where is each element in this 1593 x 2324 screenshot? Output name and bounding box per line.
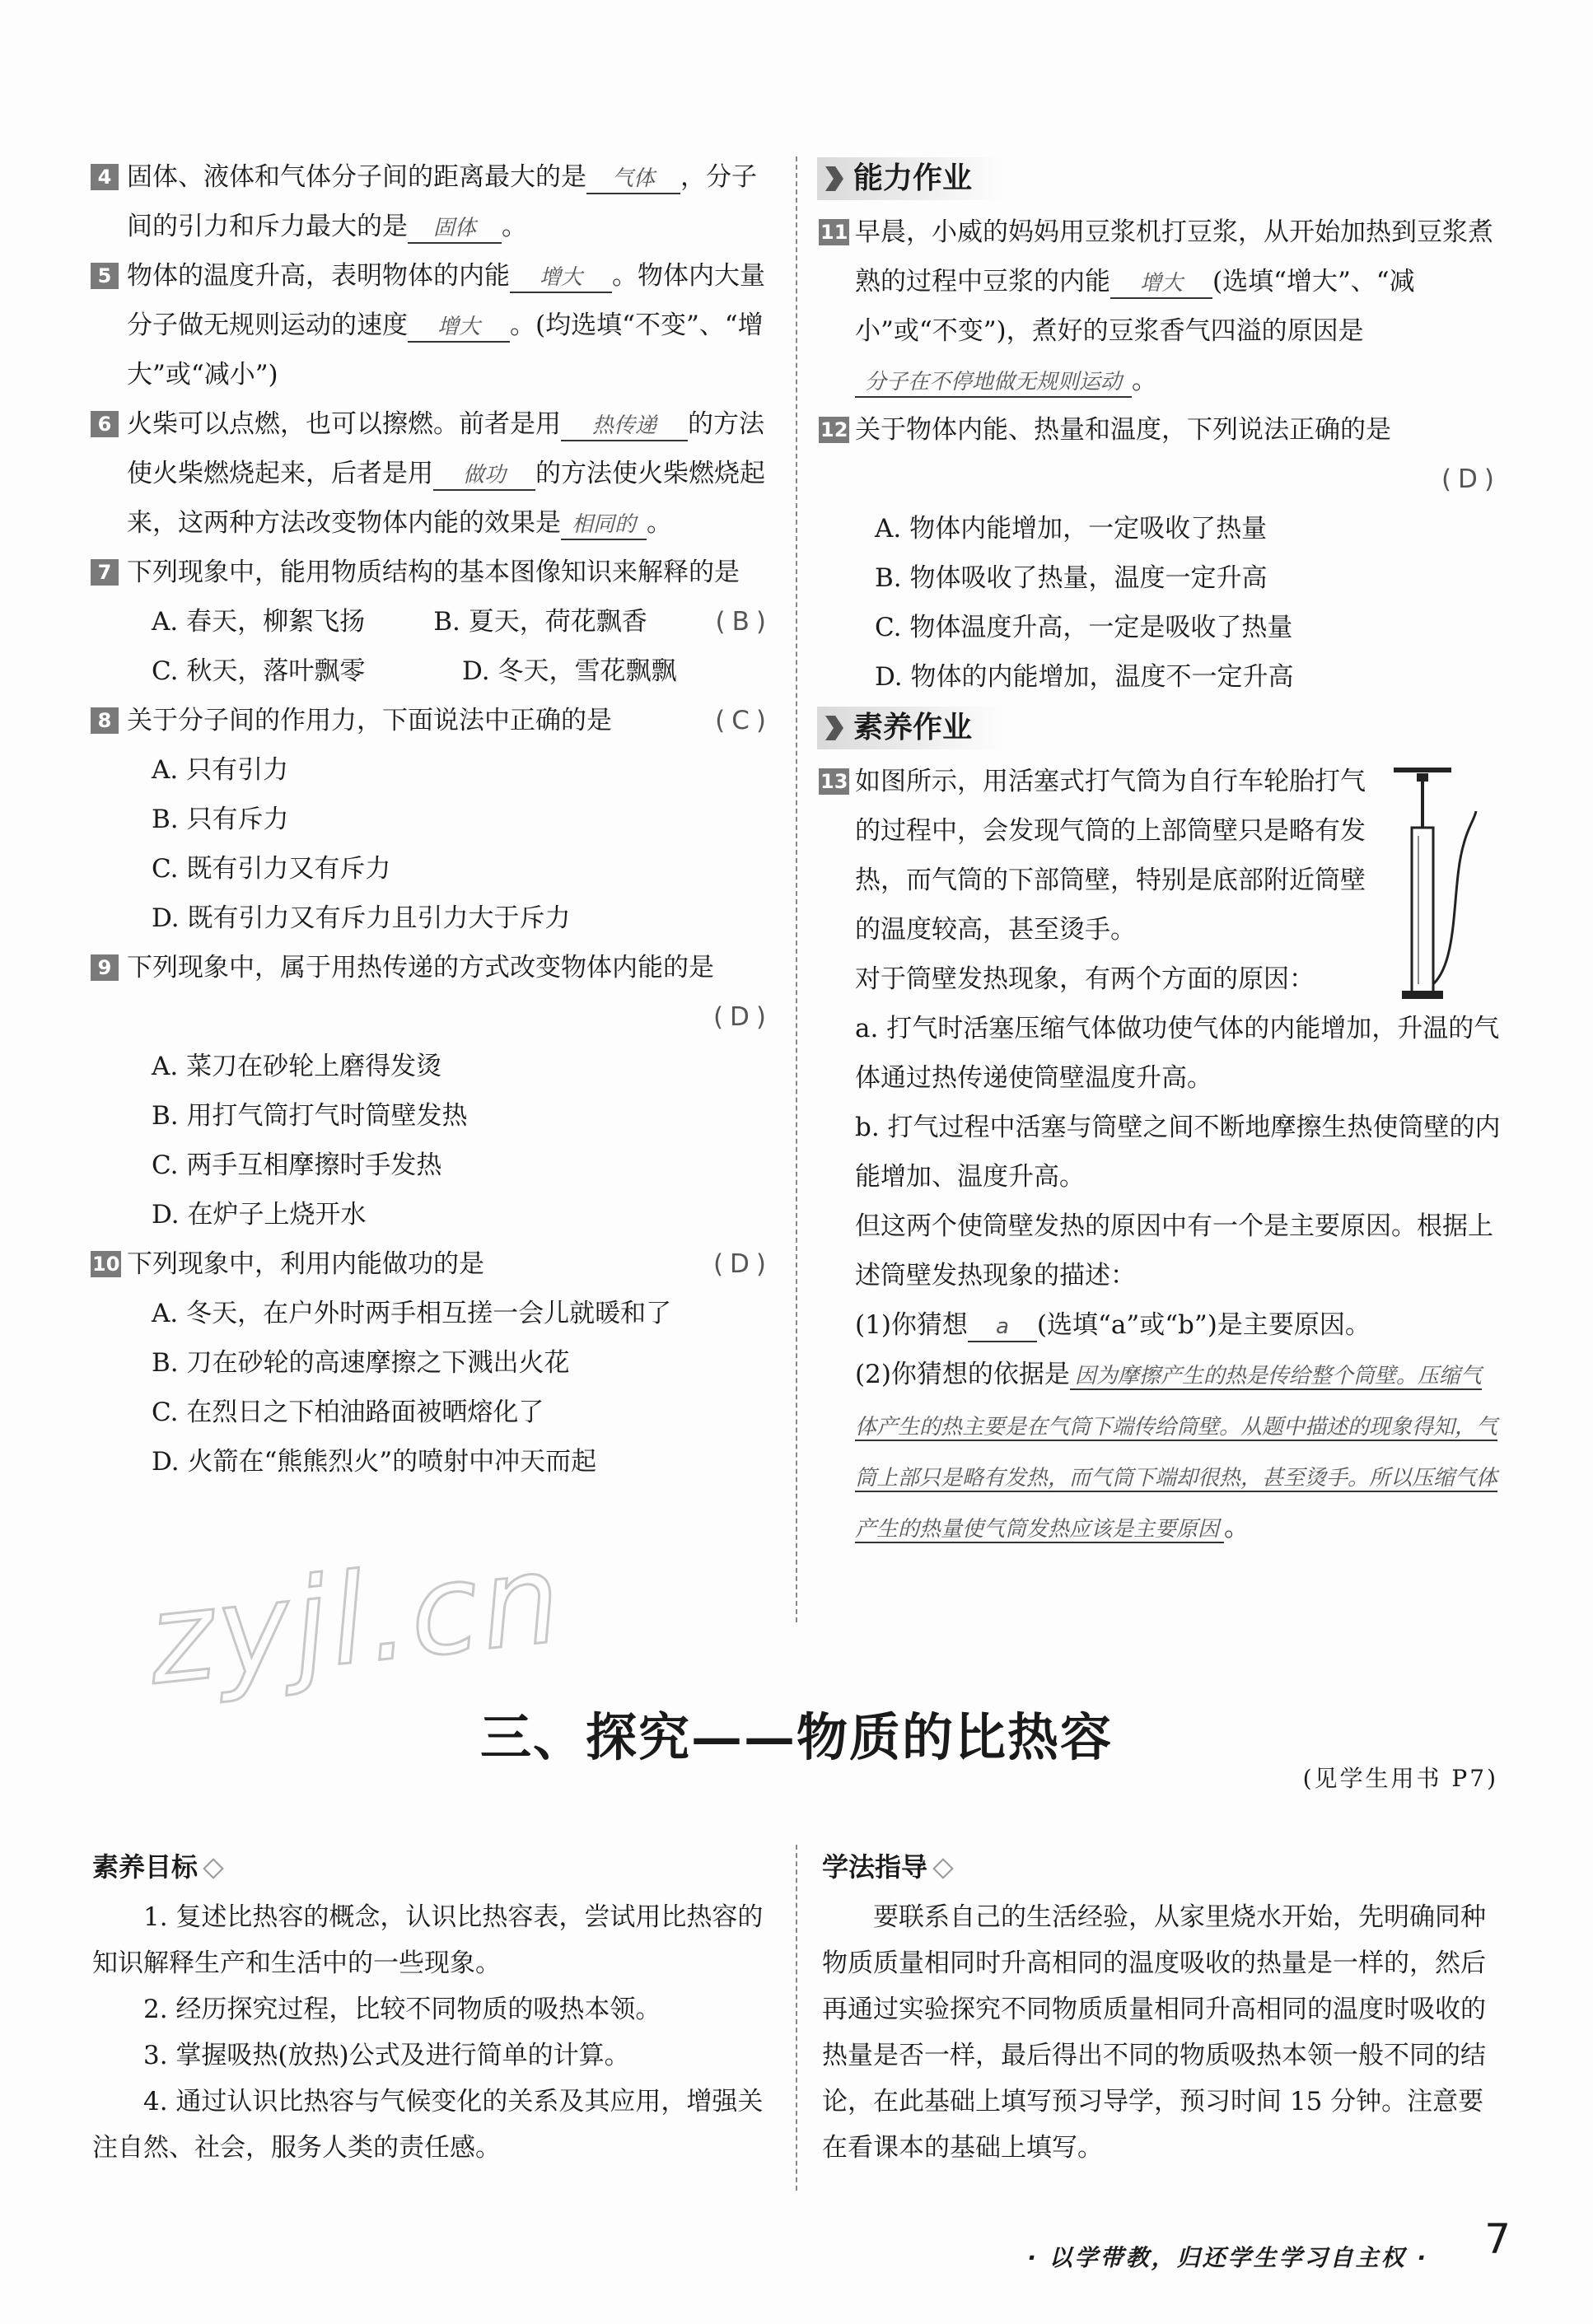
option: A. 只有引力: [152, 755, 289, 785]
column-divider: [796, 1845, 797, 2191]
question-number: 11: [820, 221, 848, 244]
option: C. 物体温度升高，一定是吸收了热量: [875, 613, 1293, 642]
answer-blank: 分子在不停地做无规则运动: [855, 368, 1132, 398]
option: A. 物体内能增加，一定吸收了热量: [875, 514, 1268, 544]
answer-blank: 增大: [408, 313, 510, 343]
question-7: 7 下列现象中，能用物质结构的基本图像知识来解释的是 (B): [89, 548, 773, 597]
question-6: 6 火柴可以点燃，也可以擦燃。前者是用 热传递 的方法使火柴燃烧起来，后者是用 做功 的方法使火柴燃烧起来，这两种方法改变物体内能的效果是 相同的 。: [89, 399, 773, 548]
question-number: 8: [91, 707, 119, 734]
handwritten-answer: 因为摩擦产生的热是传给整个筒壁。压缩气体产生的热主要是在气筒下端传给筒壁。从题中描述的现象得知，气筒上部只是略有发热，而气筒下端却很热，甚至烫手。所以压缩气体产生的热量使气筒发热应该是主要原因: [855, 1364, 1498, 1542]
answer-blank: 做功: [433, 461, 535, 491]
sub-question-1: (1)你猜想 a (选填“a”或“b”)是主要原因。: [817, 1300, 1501, 1350]
answer-blank: 固体: [408, 214, 502, 244]
page-number: 7: [1484, 2215, 1511, 2263]
question-number: 10: [92, 1253, 120, 1276]
option: D. 火箭在“熊熊烈火”的喷射中冲天而起: [152, 1447, 597, 1477]
answer-blank: a: [968, 1313, 1037, 1342]
goals-box: [92, 1846, 776, 2171]
goal-item: 2. 经历探究过程，比较不同物质的吸热本领。: [143, 1995, 661, 2024]
section-heading-ability: 能力作业: [817, 157, 1005, 200]
page-title: 三、探究——物质的比热容: [479, 1707, 1113, 1767]
option: A. 菜刀在砂轮上磨得发烫: [152, 1052, 442, 1081]
option: C. 两手互相摩擦时手发热: [152, 1150, 442, 1180]
option: A. 冬天，在户外时两手相互搓一会儿就暖和了: [152, 1299, 672, 1328]
question-number: 6: [91, 411, 119, 437]
goals-heading: 素养目标: [92, 1846, 776, 1884]
reference-note: (见学生用书 P7): [1302, 1765, 1498, 1792]
answer-blank: 相同的: [561, 511, 647, 540]
guide-text: 要联系自己的生活经验，从家里烧水开始，先明确同种物质质量相同时升高相同的温度吸收的热量是一样的，然后再通过实验探究不同物质质量相同升高相同的温度时吸收的热量是否一样，最后得出不同的物质吸热本领一般不同的结论，在此基础上填写预习导学，预习时间 15 分钟。注意要在看课本的基础上填写。: [822, 1902, 1486, 2163]
answer-choice: (D): [1441, 464, 1501, 494]
guide-box: [822, 1846, 1502, 2171]
option: B. 刀在砂轮的高速摩擦之下溅出火花: [152, 1348, 570, 1378]
question-number: 4: [91, 164, 119, 190]
answer-blank: 热传递: [561, 412, 688, 441]
guide-heading: 学法指导: [822, 1846, 1502, 1884]
goal-item: 4. 通过认识比热容与气候变化的关系及其应用，增强关注自然、社会，服务人类的责任感。: [92, 2087, 764, 2163]
sub-question-2: (2)你猜想的依据是 因为摩擦产生的热是传给整个筒壁。压缩气体产生的热主要是在气筒下端传给筒壁。从题中描述的现象得知，气筒上部只是略有发热，而气筒下端却很热，甚至烫手。所以压缩气体产生的热量使气筒发热应该是主要原因 。: [855, 1360, 1498, 1542]
arrow-icon: [825, 716, 843, 740]
answer-blank: 气体: [586, 165, 680, 194]
question-number: 7: [91, 559, 119, 586]
option: B. 用打气筒打气时筒壁发热: [152, 1101, 468, 1131]
question-number: 5: [91, 263, 119, 289]
options-row: C. 秋天，落叶飘零 D. 冬天，雪花飘飘: [152, 656, 677, 686]
reason-a: a. 打气时活塞压缩气体做功使气体的内能增加，升温的气体通过热传递使筒壁温度升高。: [855, 1014, 1500, 1093]
bicycle-pump-figure: [1385, 762, 1484, 1009]
answer-choice: (C): [715, 706, 773, 735]
option: C. 在烈日之下柏油路面被晒熔化了: [152, 1398, 544, 1427]
answer-blank: 增大: [1110, 269, 1212, 299]
section-heading-literacy: 素养作业: [817, 707, 1005, 749]
question-9: 9 下列现象中，属于用热传递的方式改变物体内能的是: [89, 943, 773, 992]
option: B. 只有斥力: [152, 805, 289, 834]
question-number: 9: [91, 954, 119, 981]
question-4: 4 固体、液体和气体分子间的距离最大的是 气体 ，分子间的引力和斥力最大的是 固体 。: [89, 152, 773, 251]
question-number: 13: [820, 770, 848, 793]
answer-choice: (D): [712, 1002, 773, 1032]
goal-item: 3. 掌握吸热(放热)公式及进行简单的计算。: [143, 2041, 630, 2070]
answer-choice: (D): [712, 1249, 773, 1279]
question-12: 12 关于物体内能、热量和温度，下列说法正确的是: [820, 415, 1391, 445]
right-column: 能力作业 11 早晨，小威的妈妈用豆浆机打豆浆，从开始加热到豆浆煮熟的过程中豆浆的内能 增大 (选填“增大”、“减小”或“不变”)，煮好的豆浆香气四溢的原因是分子在不停地做无规则运动 。 12 关于物体内能、热量和温度，下列说法正确的是 (D) A. 物体内能增加，一定吸收了热量 B. 物体吸收了热量，温度一定升高 C. 物体温度升高，一定是吸收了热量 D. 物体的内能增加，温度不一定升高 素养作业 13 如图所示，用活塞式打气筒为自行车轮胎打气的过程中，会发现气筒的上部筒壁只是略有发热，而气筒的下部筒壁，特别是底部附近筒壁的温度较高，甚至烫手。 对于筒壁发热现象，有两个方面的原因： a. 打气时活塞压缩气体做功使气体的内能增加，升温的气体通过热传递使筒壁温度升高。 b. 打气过程中活塞与筒壁之间不断地摩擦生热使筒壁的内能增加、温度升高。 但这两个使筒壁发热的原因中有一个是主要原因。根据上述筒壁发热现象的描述： (1)你猜想 a (选填“a”或“b”)是主要原因。 (2)你猜想的依据是 因为摩擦产生的热是传给整个筒壁。压缩气体产生的热主要是在气筒下端传给筒壁。从题中描述的现象得知，气筒上部只是略有发热，而气筒下端却很热，甚至烫手。所以压缩气体产生的热量使气筒发热应该是主要原因 。: [817, 152, 1501, 1554]
left-column: [89, 152, 773, 1486]
watermark: zyjl.cn: [142, 1527, 570, 1713]
option: B. 物体吸收了热量，温度一定升高: [875, 563, 1268, 593]
question-8: 8 关于分子间的作用力，下面说法中正确的是 (C): [89, 696, 773, 745]
option: C. 既有引力又有斥力: [152, 854, 391, 884]
option: D. 物体的内能增加，温度不一定升高: [875, 662, 1294, 692]
diamond-icon: [203, 1858, 223, 1878]
question-11: 11 早晨，小威的妈妈用豆浆机打豆浆，从开始加热到豆浆煮熟的过程中豆浆的内能 增大 (选填“增大”、“减小”或“不变”)，煮好的豆浆香气四溢的原因是分子在不停地做无规则运动 。: [817, 208, 1501, 405]
option: D. 既有引力又有斥力且引力大于斥力: [152, 903, 571, 933]
question-5: 5 物体的温度升高，表明物体的内能 增大 。物体内大量分子做无规则运动的速度 增大 。(均选填“不变”、“增大”或“减小”): [89, 251, 773, 399]
answer-blank: 增大: [510, 264, 612, 293]
diamond-icon: [932, 1858, 953, 1878]
question-number: 12: [820, 418, 848, 441]
footer-slogan: · 以学带教，归还学生学习自主权 ·: [1027, 2244, 1428, 2271]
column-divider: [796, 156, 797, 1622]
goal-item: 1. 复述比热容的概念，认识比热容表，尝试用比热容的知识解释生产和生活中的一些现象。: [92, 1902, 764, 1978]
options-row: A. 春天，柳絮飞扬 B. 夏天，荷花飘香: [152, 607, 647, 637]
answer-choice: (B): [715, 607, 773, 637]
question-10: 10 下列现象中，利用内能做功的是 (D): [89, 1239, 773, 1289]
question-13: 13 如图所示，用活塞式打气筒为自行车轮胎打气的过程中，会发现气筒的上部筒壁只是略有发热，而气筒的下部筒壁，特别是底部附近筒壁的温度较高，甚至烫手。: [820, 767, 1366, 945]
arrow-icon: [825, 166, 843, 191]
option: D. 在炉子上烧开水: [152, 1200, 367, 1230]
reason-b: b. 打气过程中活塞与筒壁之间不断地摩擦生热使筒壁的内能增加、温度升高。: [855, 1113, 1501, 1192]
